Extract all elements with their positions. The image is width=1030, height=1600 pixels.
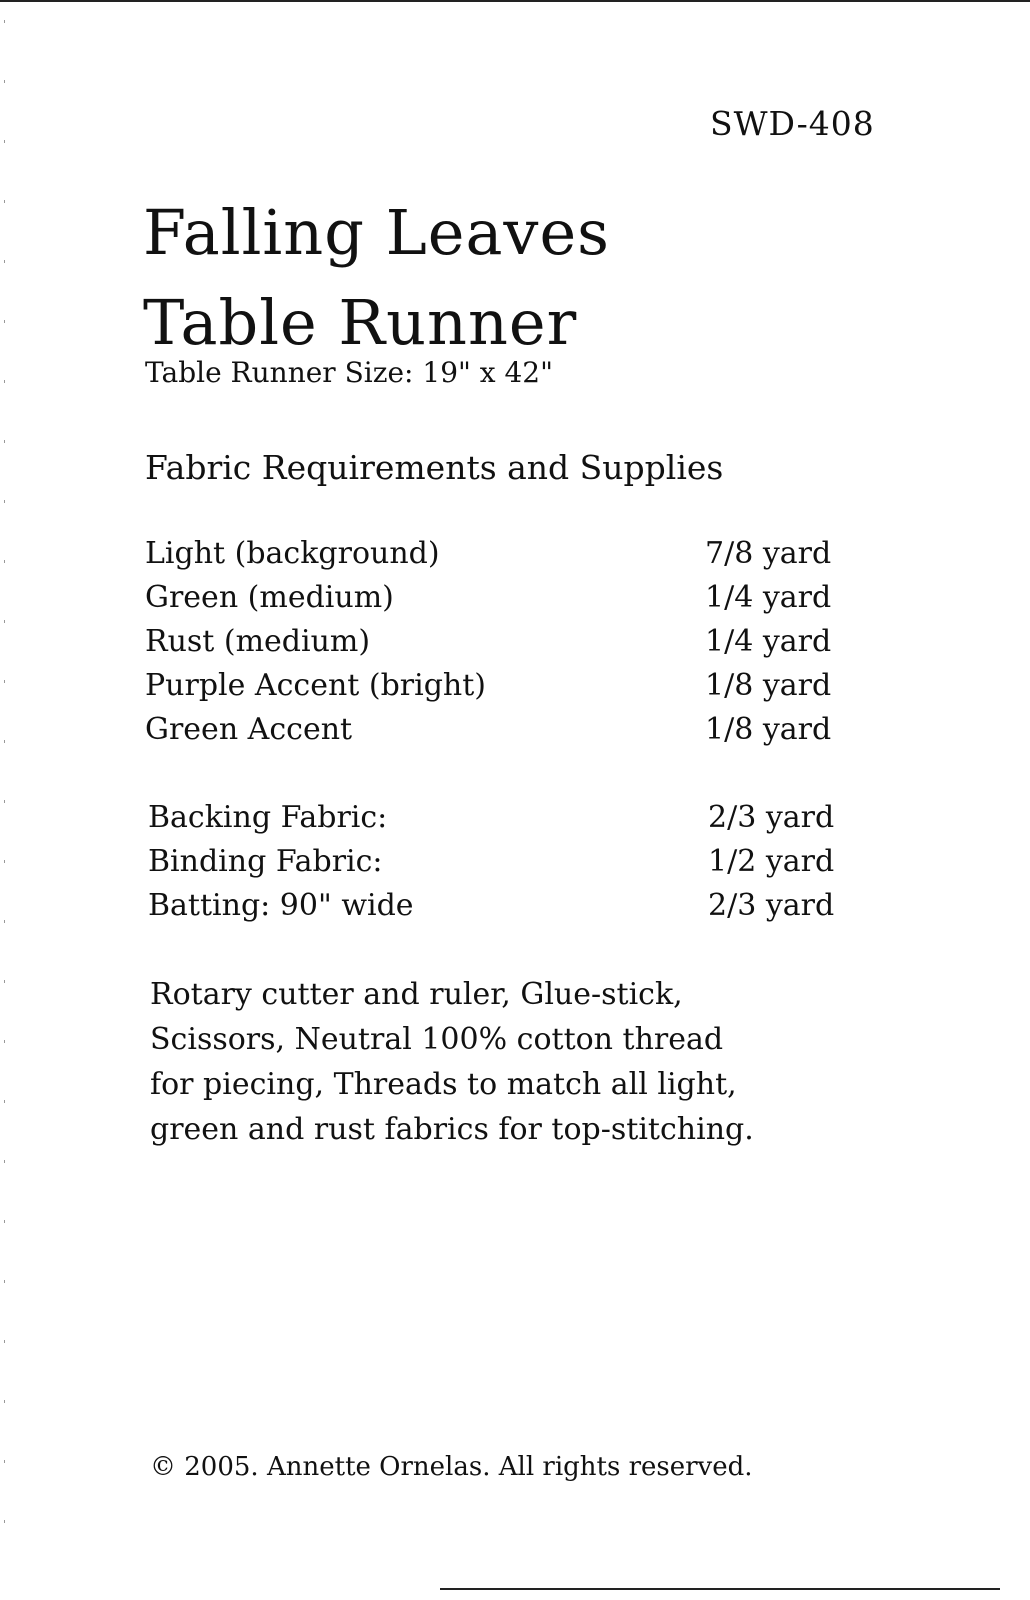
title-line-1: Falling Leaves [143, 196, 610, 269]
supply-name: Batting: 90" wide [148, 888, 414, 923]
fabric-name: Green Accent [145, 712, 353, 747]
fabric-qty: 1/4 yard [705, 624, 832, 659]
scan-edge-marks [4, 20, 5, 1580]
supply-qty: 2/3 yard [708, 888, 835, 923]
supply-name: Binding Fabric: [148, 844, 383, 879]
list-item [148, 884, 868, 928]
pattern-code: SWD-408 [710, 104, 875, 143]
fabric-qty: 1/4 yard [705, 580, 832, 615]
supply-qty: 2/3 yard [708, 800, 835, 835]
fabric-qty: 1/8 yard [705, 712, 832, 747]
notes-line: for piecing, Threads to match all light, [150, 1067, 737, 1102]
fabric-qty: 7/8 yard [705, 536, 832, 571]
supply-name: Backing Fabric: [148, 800, 388, 835]
list-item [145, 664, 865, 708]
supplies-list [148, 796, 868, 928]
fabric-qty: 1/8 yard [705, 668, 832, 703]
list-item [145, 708, 865, 752]
list-item [145, 576, 865, 620]
notes-line: Rotary cutter and ruler, Glue-stick, [150, 977, 683, 1012]
bottom-border-line [440, 1588, 1000, 1590]
supply-qty: 1/2 yard [708, 844, 835, 879]
top-border-line [0, 0, 1030, 2]
list-item [145, 532, 865, 576]
notes-line: Scissors, Neutral 100% cotton thread [150, 1022, 724, 1057]
list-item [148, 796, 868, 840]
fabric-name: Rust (medium) [145, 624, 371, 659]
title-line-2: Table Runner [143, 286, 578, 359]
runner-size: Table Runner Size: 19" x 42" [145, 356, 553, 389]
fabric-name: Light (background) [145, 536, 440, 571]
page-title [143, 188, 610, 368]
fabric-name: Green (medium) [145, 580, 394, 615]
notes-line: green and rust fabrics for top-stitching. [150, 1112, 754, 1147]
supplies-notes [150, 972, 890, 1152]
fabric-name: Purple Accent (bright) [145, 668, 487, 703]
section-heading: Fabric Requirements and Supplies [145, 448, 724, 487]
fabric-list [145, 532, 865, 752]
list-item [145, 620, 865, 664]
list-item [148, 840, 868, 884]
copyright-notice: © 2005. Annette Ornelas. All rights reserved. [150, 1452, 753, 1482]
